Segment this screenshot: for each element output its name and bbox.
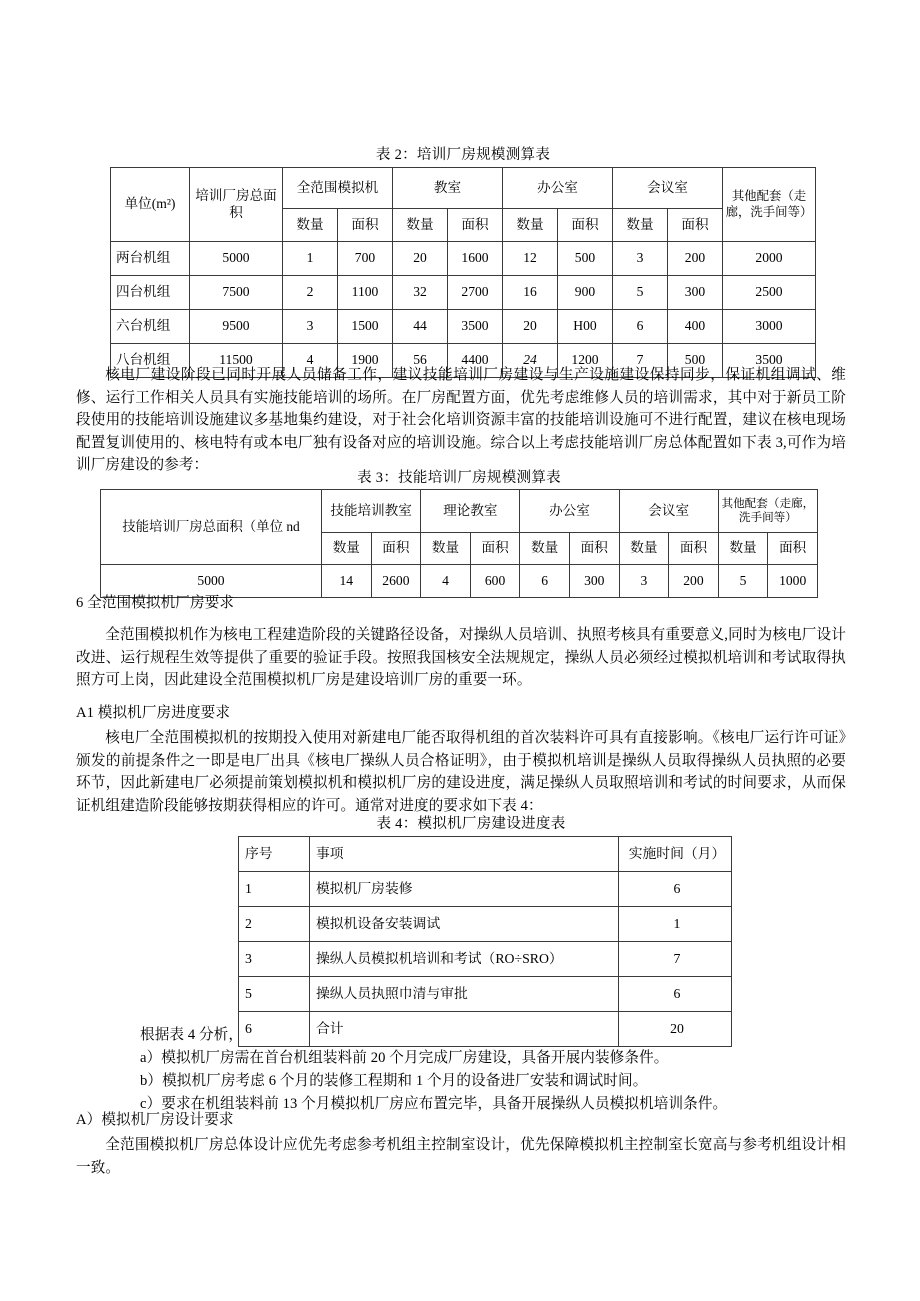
table2-cell-meet-area: 300	[668, 276, 723, 310]
table4-cell-seq: 5	[239, 977, 310, 1012]
table2-cell-meet-qty: 7	[613, 344, 668, 378]
table4-cell-item: 合计	[310, 1012, 619, 1047]
table3-caption: 表 3：技能培训厂房规模测算表	[357, 470, 561, 486]
table3-subheader-theory-area: 面积	[470, 533, 520, 565]
table4-cell-seq: 2	[239, 907, 310, 942]
table2-container	[110, 167, 816, 378]
table2-subheader-meet-area: 面积	[668, 209, 723, 242]
table-row	[111, 276, 816, 310]
table3-header-total: 技能培训厂房总面积（单位 nd	[101, 490, 322, 565]
analysis-item-c: c）要求在机组装料前 13 个月模拟机厂房应布置完毕，具备开展操纵人员模拟机培训条件。	[140, 1096, 728, 1112]
table2-cell-sim-area: 1900	[338, 344, 393, 378]
table3-cell-skill-area: 2600	[371, 565, 421, 598]
table3-cell-other-area: 1000	[768, 565, 818, 598]
table2	[110, 167, 816, 378]
paragraph-section-a2: 全范围模拟机厂房总体设计应优先考虑参考机组主控制室设计，优先保障模拟机主控制室长宽高与参考机组设计相一致。	[76, 1137, 846, 1176]
table2-cell-office-area: 1200	[558, 344, 613, 378]
table2-cell-total: 7500	[190, 276, 283, 310]
table4-cell-item: 操纵人员模拟机培训和考试（RO÷SRO）	[310, 942, 619, 977]
table2-cell-total: 11500	[190, 344, 283, 378]
table4	[238, 836, 732, 1047]
table3-cell-meet-area: 200	[669, 565, 719, 598]
table2-subheader-sim-area: 面积	[338, 209, 393, 242]
table4-cell-item: 模拟机厂房装修	[310, 872, 619, 907]
table3-cell-other-qty: 5	[718, 565, 768, 598]
table2-header-group-classroom: 教室	[393, 168, 503, 209]
table3-subheader-meet-area: 面积	[669, 533, 719, 565]
table2-header-other: 其他配套（走廊，洗手间等）	[723, 168, 816, 242]
analysis-intro: 根据表 4 分析，	[140, 1027, 244, 1043]
table-row	[239, 907, 732, 942]
table2-cell-other: 2500	[723, 276, 816, 310]
table4-header-item: 事项	[310, 837, 619, 872]
table2-cell-other: 2000	[723, 242, 816, 276]
table2-cell-unit: 两台机组	[111, 242, 190, 276]
table2-cell-meet-qty: 6	[613, 310, 668, 344]
table2-cell-class-qty: 56	[393, 344, 448, 378]
table3-header-row-top	[101, 490, 818, 533]
table4-caption: 表 4：模拟机厂房建设进度表	[376, 816, 566, 832]
table3-subheader-other-qty: 数量	[718, 533, 768, 565]
table2-header-total: 培训厂房总面积	[190, 168, 283, 242]
table2-subheader-sim-qty: 数量	[283, 209, 338, 242]
table2-cell-meet-area: 400	[668, 310, 723, 344]
table3-container	[100, 489, 818, 598]
table3-subheader-office-qty: 数量	[520, 533, 570, 565]
analysis-item-a: a）模拟机厂房需在首台机组装料前 20 个月完成厂房建设，具备开展内装修条件。	[140, 1050, 669, 1066]
paragraph-section-a1: 核电厂全范围模拟机的按期投入使用对新建电厂能否取得机组的首次装料许可具有直接影响。《核电厂运行许可证》颁发的前提条件之一即是电厂出具《核电厂操纵人员合格证明》，由于模拟机培训是操纵人员取得操纵人员执照的必要环节，因此新建电厂必须提前策划模拟机和模拟机厂房的建设进度，满足操纵人员取照培训和考试的时间要求，从而保证机组建造阶段能够按期获得相应的许可。通常对进度的要求如下表 4：	[76, 730, 846, 814]
table2-cell-other: 3000	[723, 310, 816, 344]
table2-caption: 表 2：培训厂房规模测算表	[375, 147, 551, 163]
paragraph-training-facility: 核电厂建设阶段已同时开展人员储备工作，建议技能培训厂房建设与生产设施建设保持同步，保证机组调试、维修、运行工作相关人员具有实施技能培训的场所。在厂房配置方面，优先考虑维修人员的培训需求，其中对于新员工阶段使用的技能培训设施建议多基地集约建设，对于社会化培训资源丰富的技能培训设施可不进行配置，建议在核电现场配置复训使用的、核电特有或本电厂独有设备对应的培训设施。综合以上考虑技能培训厂房总体配置如下表 3,可作为培训厂房建设的参考：	[76, 367, 846, 474]
table-row	[111, 310, 816, 344]
table4-cell-seq: 6	[239, 1012, 310, 1047]
table4-header-seq: 序号	[239, 837, 310, 872]
table4-cell-item: 模拟机设备安装调试	[310, 907, 619, 942]
table2-cell-unit: 四台机组	[111, 276, 190, 310]
table2-cell-office-qty: 20	[503, 310, 558, 344]
table4-header-time: 实施时间（月）	[619, 837, 732, 872]
table3-cell-total: 5000	[101, 565, 322, 598]
table3-header-group-meeting: 会议室	[619, 490, 718, 533]
table2-cell-office-qty: 16	[503, 276, 558, 310]
table3-subheader-office-area: 面积	[569, 533, 619, 565]
analysis-item-b: b）模拟机厂房考虑 6 个月的装修工程期和 1 个月的设备进厂安装和调试时间。	[140, 1073, 648, 1089]
table2-cell-meet-qty: 5	[613, 276, 668, 310]
table3-header-group-theory: 理论教室	[421, 490, 520, 533]
table2-cell-class-qty: 20	[393, 242, 448, 276]
table4-cell-time: 6	[619, 872, 732, 907]
analysis-list	[76, 1024, 846, 1116]
table2-cell-office-area: H00	[558, 310, 613, 344]
table2-cell-office-qty: 12	[503, 242, 558, 276]
table2-cell-unit: 八台机组	[111, 344, 190, 378]
table-row	[239, 872, 732, 907]
table2-header-group-meeting: 会议室	[613, 168, 723, 209]
table2-cell-meet-area: 500	[668, 344, 723, 378]
section-heading-a1: A1 模拟机厂房进度要求	[76, 705, 231, 721]
table2-cell-sim-area: 1500	[338, 310, 393, 344]
paragraph-section6: 全范围模拟机作为核电工程建造阶段的关键路径设备，对操纵人员培训、执照考核具有重要意义,同时为核电厂设计改进、运行规程生效等提供了重要的验证手段。按照我国核安全法规规定，操纵人员必须经过模拟机培训和考试取得执照方可上岗，因此建设全范围模拟机厂房是建设培训厂房的重要一环。	[76, 627, 846, 689]
table2-cell-class-area: 3500	[448, 310, 503, 344]
table2-cell-class-area: 4400	[448, 344, 503, 378]
table4-container	[238, 836, 726, 1047]
table3-header-group-office: 办公室	[520, 490, 619, 533]
table2-cell-sim-qty: 2	[283, 276, 338, 310]
table2-cell-sim-qty: 4	[283, 344, 338, 378]
table2-cell-office-qty: 24	[503, 344, 558, 378]
table3-subheader-other-area: 面积	[768, 533, 818, 565]
table4-cell-time: 1	[619, 907, 732, 942]
table2-cell-sim-qty: 3	[283, 310, 338, 344]
table2-cell-sim-area: 700	[338, 242, 393, 276]
table4-cell-time: 20	[619, 1012, 732, 1047]
table3	[100, 489, 818, 598]
table3-header-group-other: 其他配套（走廊，洗手间等）	[718, 490, 817, 533]
section-heading-6: 6 全范围模拟机厂房要求	[76, 595, 235, 611]
table2-subheader-office-qty: 数量	[503, 209, 558, 242]
table2-cell-class-area: 2700	[448, 276, 503, 310]
table2-cell-unit: 六台机组	[111, 310, 190, 344]
table2-header-unit: 单位(m²)	[111, 168, 190, 242]
table3-cell-meet-qty: 3	[619, 565, 669, 598]
table2-cell-meet-area: 200	[668, 242, 723, 276]
table4-header-row	[239, 837, 732, 872]
table4-cell-time: 7	[619, 942, 732, 977]
table2-cell-total: 5000	[190, 242, 283, 276]
table-row	[111, 242, 816, 276]
table3-cell-office-qty: 6	[520, 565, 570, 598]
table3-cell-office-area: 300	[569, 565, 619, 598]
table2-cell-meet-qty: 3	[613, 242, 668, 276]
table2-cell-class-qty: 44	[393, 310, 448, 344]
table4-cell-time: 6	[619, 977, 732, 1012]
table3-cell-skill-qty: 14	[322, 565, 372, 598]
table3-cell-theory-area: 600	[470, 565, 520, 598]
table2-subheader-class-area: 面积	[448, 209, 503, 242]
table2-cell-sim-area: 1100	[338, 276, 393, 310]
table3-cell-theory-qty: 4	[421, 565, 471, 598]
table2-subheader-meet-qty: 数量	[613, 209, 668, 242]
table-row	[239, 977, 732, 1012]
table2-cell-office-area: 900	[558, 276, 613, 310]
table2-subheader-office-area: 面积	[558, 209, 613, 242]
table2-cell-office-area: 500	[558, 242, 613, 276]
table2-cell-class-area: 1600	[448, 242, 503, 276]
table3-subheader-theory-qty: 数量	[421, 533, 471, 565]
table2-subheader-class-qty: 数量	[393, 209, 448, 242]
table2-cell-total: 9500	[190, 310, 283, 344]
table2-cell-other: 3500	[723, 344, 816, 378]
table2-cell-class-qty: 32	[393, 276, 448, 310]
section-heading-a2: A）模拟机厂房设计要求	[76, 1112, 234, 1128]
table3-subheader-skill-area: 面积	[371, 533, 421, 565]
table4-cell-seq: 1	[239, 872, 310, 907]
table4-cell-seq: 3	[239, 942, 310, 977]
table2-cell-sim-qty: 1	[283, 242, 338, 276]
table3-subheader-meet-qty: 数量	[619, 533, 669, 565]
table4-cell-item: 操纵人员执照巾清与审批	[310, 977, 619, 1012]
table2-header-group-simulator: 全范围模拟机	[283, 168, 393, 209]
table3-header-group-skill: 技能培训教室	[322, 490, 421, 533]
table2-header-group-office: 办公室	[503, 168, 613, 209]
table3-subheader-skill-qty: 数量	[322, 533, 372, 565]
table2-header-row-top	[111, 168, 816, 209]
table-row	[239, 942, 732, 977]
